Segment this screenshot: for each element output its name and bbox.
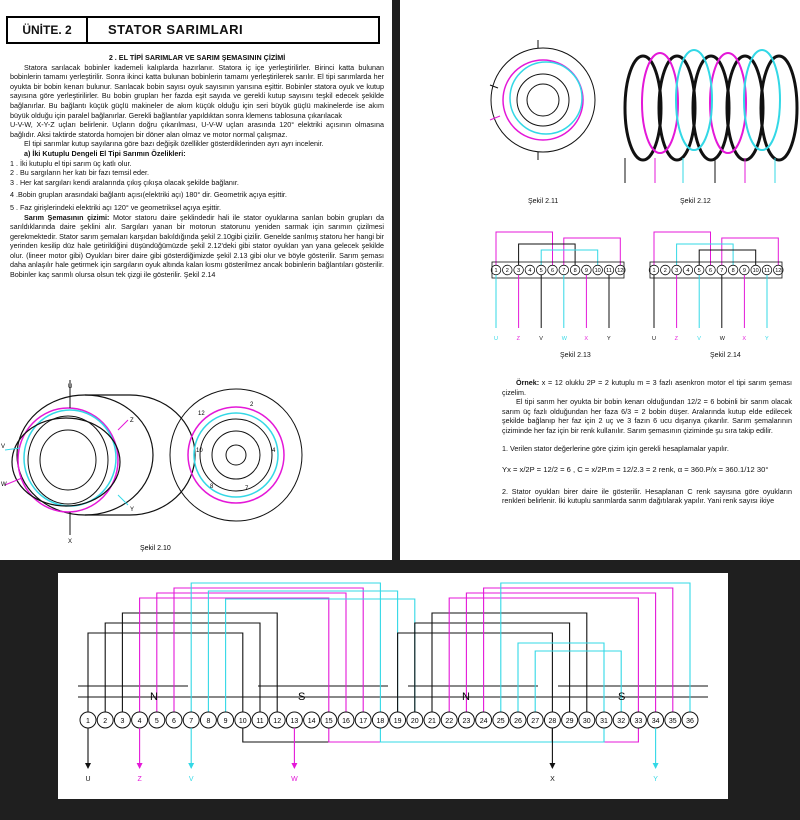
paragraph [10,213,384,280]
winding-diagram [58,573,728,799]
slot-number: 24 [479,718,488,725]
coil-line [654,232,711,270]
coil-line [398,633,553,712]
coil-line [157,593,346,712]
slot-number: 3 [120,718,125,725]
coil-line [484,588,673,712]
coil-line [174,588,363,712]
svg-text:2: 2 [250,402,254,408]
figure-2-11 [488,40,608,160]
pole-label: S [618,691,626,703]
terminal-label: Z [516,336,520,342]
coil-line [415,623,570,712]
svg-text:7: 7 [245,486,249,492]
slot-number: 6 [172,718,176,725]
slot-number: 26 [514,718,522,725]
slot-number: 11 [256,718,264,725]
list-item: 4 .Bobin grupları arasındaki bağlantı açısı(elektriki açı) 180° dir. Geometrik açıya eşittir. [10,190,287,200]
slot-number: 32 [617,718,626,725]
slot-number: 8 [206,718,211,725]
coil-line [496,232,553,270]
terminal-label: Y [607,336,611,342]
figure-caption: Şekil 2.13 [560,352,591,359]
slot-number: 8 [731,268,735,275]
slot-number: 17 [359,718,368,725]
slot-number: 11 [764,268,770,275]
slot-number: 2 [103,718,108,725]
paragraph-body: Motor statoru daire şeklindedir hali ile stator oyuklarına sarılan bobin grupları da sarıldıklarında daire şeklini alır. Sargıları yanan bir motorun statorunu yeniden sarmak için sarımın çizilmesi gerekmektedir. Stator sarım şemaları karşıdan bakıldığında şekil 2.10gibi çizilir. Genelde sarılmış statoru her hangi bir yerinden kesilip düz hale getirildiğini düşündüğümüzde şekil 2.12'deki gibi stator oyukları yan yana gelecek şekilde olur. (lineer motor gibi) Oyukları birer daire gibi gösterdiğimizde şekil 2.13 gibi olur ve böyle gösterilir. Sarım şeması daha anlaşılır hale getirmek için sargıların oyuk altında kalan kısmı gösterilmez ancak bobinlerin bağlantıları gösterilir. Bobinler kaç sarımlı olursa olsun tek çizgi ile gösterilir. Şekil 2.14 [10,212,384,280]
svg-text:8: 8 [210,484,214,490]
left-body-text [10,53,384,280]
figure-caption: Şekil 2.12 [680,198,711,205]
terminal-label: W [561,336,568,342]
terminal-label: W [291,776,298,783]
terminal-label: U [652,336,656,342]
unit-label: ÜNİTE. 2 [8,18,88,42]
slot-number: 10 [752,268,759,275]
figure-2-12 [615,38,800,196]
paragraph: U-V-W, X-Y-Z uçları belirlenir. Uçların doğru çıkarılması, U-V-W uçları arasında 120° elektriki açısının olmasına bağlıdır. Aksi taktirde statorda homojen bir döner alan olmaz ve motor normal çalışmaz. [10,120,384,139]
slot-number: 11 [606,268,612,275]
slot-number: 5 [154,718,159,725]
slot-number: 18 [376,718,385,725]
slot-number: 6 [550,268,555,275]
terminal-label: Y [765,336,769,342]
svg-text:X: X [68,539,73,545]
slot-number: 1 [86,718,90,725]
terminal-label: V [539,336,543,342]
arrow-icon [291,763,297,769]
paragraph [502,378,792,397]
terminal-label: U [494,336,498,342]
slot-number: 27 [531,718,540,725]
slot-number: 10 [238,718,247,725]
arrow-icon [85,763,91,769]
winding-diagram-page [58,573,728,799]
terminal-label: Z [674,336,678,342]
connection-line [380,728,604,742]
terminal-label: V [697,336,701,342]
slot-number: 10 [594,268,601,275]
slot-number: 15 [324,718,333,725]
terminal-label: Y [653,776,658,783]
example-heading: Örnek: [516,378,540,387]
stator-drawing [5,380,195,535]
svg-text:Z: Z [130,418,134,424]
figure-2-13 [488,218,638,343]
coil-line [466,593,655,712]
terminal-label: X [584,336,589,342]
unit-title: STATOR SARIMLARI [108,22,244,37]
terminal-label: Z [137,776,142,783]
list-item: 1 . İki kutuplu el tipi sarım üç katlı olur. [10,158,132,168]
slot-number: 7 [189,718,194,725]
slot-number: 16 [342,718,350,725]
coil-line [226,599,415,712]
slot-number: 3 [675,268,679,275]
svg-text:V: V [1,444,6,450]
inline-heading: Sarım Şemasının çizimi: [24,212,110,222]
slot-number: 3 [517,268,521,275]
slot-number: 20 [410,718,419,725]
arrow-icon [653,763,659,769]
pole-label: N [462,691,470,703]
slot-number: 7 [562,268,566,275]
slot-number: 19 [393,718,402,725]
slot-number: 23 [462,718,471,725]
arrow-icon [549,763,555,769]
slot-number: 9 [742,268,746,275]
coil-line [535,651,621,712]
slot-number: 2 [505,268,509,275]
slot-number: 36 [686,718,694,725]
stator-drawing [170,389,302,521]
slot-number: 9 [584,268,588,275]
slot-number: 7 [720,268,724,275]
unit-header [6,16,380,44]
figure-caption: Şekil 2.14 [710,352,741,359]
terminal-label: X [550,776,555,783]
slot-number: 9 [223,718,228,725]
slot-number: 13 [290,718,299,725]
slot-number: 30 [582,718,591,725]
slot-number: 25 [496,718,505,725]
section-heading: 2 . EL TİPİ SARIMLAR VE SARIM ŞEMASININ ÇİZİMİ [108,53,286,62]
svg-text:4: 4 [272,448,276,454]
slot-number: 6 [708,268,713,275]
slot-number: 8 [573,268,577,275]
connection-line [243,728,553,742]
terminal-label: V [188,776,194,783]
coil-line [191,583,380,712]
slot-number: 29 [565,718,574,725]
terminal-label: X [742,336,747,342]
figure-caption: Şekil 2.10 [140,545,171,552]
paragraph: El tipi sarımlar kutup sayılarına göre bazı değişik özellikler gösterdiklerinden ayrı ayrı incelenir. [24,139,324,149]
list-item: 2 . Bu sargıların her katı bir fazı temsil eder. [10,168,150,178]
pole-label: N [150,691,158,703]
coil-line [501,583,690,712]
step-1: 1. Verilen stator değerlerine göre çizim için gerekli hesaplamalar yapılır. [502,443,729,453]
svg-text:12: 12 [198,411,205,417]
slot-number: 2 [663,268,667,275]
slot-number: 5 [539,268,543,275]
terminal-label: W [719,336,726,342]
slot-number: 12 [273,718,282,725]
slot-number: 33 [634,718,643,725]
slot-number: 5 [697,268,701,275]
slot-number: 1 [494,268,498,275]
right-page [400,0,800,560]
slot-number: 35 [668,718,677,725]
svg-text:Y: Y [130,507,135,513]
slot-number: 4 [686,268,690,275]
slot-number: 14 [307,718,316,725]
list-item: 5 . Faz girişlerindeki elektriki açı 120° ve geometriksel açıya eşittir. [10,202,221,212]
terminal-label: U [85,776,91,783]
slot-number: 31 [600,718,608,725]
arrow-icon [188,763,194,769]
slot-number: 1 [652,268,656,275]
left-page [0,0,392,560]
slot-number: 12 [617,268,624,275]
subheading: a) İki Kutuplu Dengeli El Tipi Sarımın Özelikleri: [24,148,186,158]
paragraph: Statora sarılacak bobinler kademeli kalıplarda hazırlanır. Statora iç içe yerleştirilirler. Birinci katta bulunan bobinlerin tamamı yerleştirilir. Sonra ikinci katta bulunan bobinlerin tamamı yerleştirilerek sarılır. El tipi sarımlarda her oyukta bir bobin kenarı bulunur. Sarılacak bobin sayısı oyuk sayısının yarısına eşittir. Bobinler statora oyuk ve kutup sayısına göre yerleştirilirler. Bu bobin grupları her fazda eşit sayıda ve gerekli kutup sayısını teşkil edecek şekilde bağlanırlar. Bu bağlantı küçük güçlü makineler de akım küçük olduğu için seri büyük güçlü makinelerde ise akım büyük olduğu için paralel bağlanırlar. Gerekli bağlantılar yapıldıktan sonra klemens tablosuna çıkarılacak [10,62,384,120]
svg-text:U: U [68,384,73,390]
slot-number: 21 [428,718,436,725]
pole-label: S [298,691,306,703]
slot-number: 4 [137,718,142,725]
slot-number: 34 [651,718,660,725]
arrow-icon [137,763,143,769]
formula: Yx = x/2P = 12/2 = 6 , C = x/2P.m = 12/2.3 = 2 renk, α = 360.P/x = 360.1/12 30° [502,465,769,475]
list-item: 3 . Her kat sargıları kendi aralarında çıkış çıkışa olacak şekilde bağlanır. [10,177,239,187]
coil-line [105,623,260,712]
slot-number: 28 [548,718,557,725]
coil-line [518,643,604,712]
figure-2-10 [0,380,392,560]
figure-caption: Şekil 2.11 [528,198,559,205]
svg-text:W: W [1,482,7,488]
right-body-text [502,378,792,506]
coil-line [722,238,779,270]
step-2: 2. Stator oyukları birer daire ile gösterilir. Hesaplanan C renk sayısına göre oyukların renkleri belirlenir. İki kutuplu sarımlarda sarım dağıtılarak yapılır. Yani renk sayısı ikiye [502,486,792,506]
svg-text:10: 10 [196,448,203,454]
coil-line [88,633,243,712]
figure-2-14 [646,218,796,343]
connection-line [329,728,639,742]
coil-line [564,238,621,270]
slot-number: 22 [445,718,454,725]
slot-number: 4 [528,268,532,275]
paragraph-body: x = 12 oluklu 2P = 2 kutuplu m = 3 fazlı asenkron motor el tipi sarım şeması çizelim. [502,378,792,397]
paragraph: El tipi sarım her oyukta bir bobin kenarı olduğundan 12/2 = 6 bobinli bir sarım olacak sarım üç fazlı olduğundan her faza 6/3 = 2 bobin düşer. Aralarında kutup elde edilecek şekilde bağlanıp her faz için 2 uç ve 3 fazın 6 ucu dışarıya çıkarılır. Sarım şemalarının çiziminde her faz için bir renk kullanılır. Sarım şemasının çiziminde şu sıra takip edilir. [502,397,792,435]
slot-number: 12 [775,268,782,275]
coil-line [449,598,638,712]
